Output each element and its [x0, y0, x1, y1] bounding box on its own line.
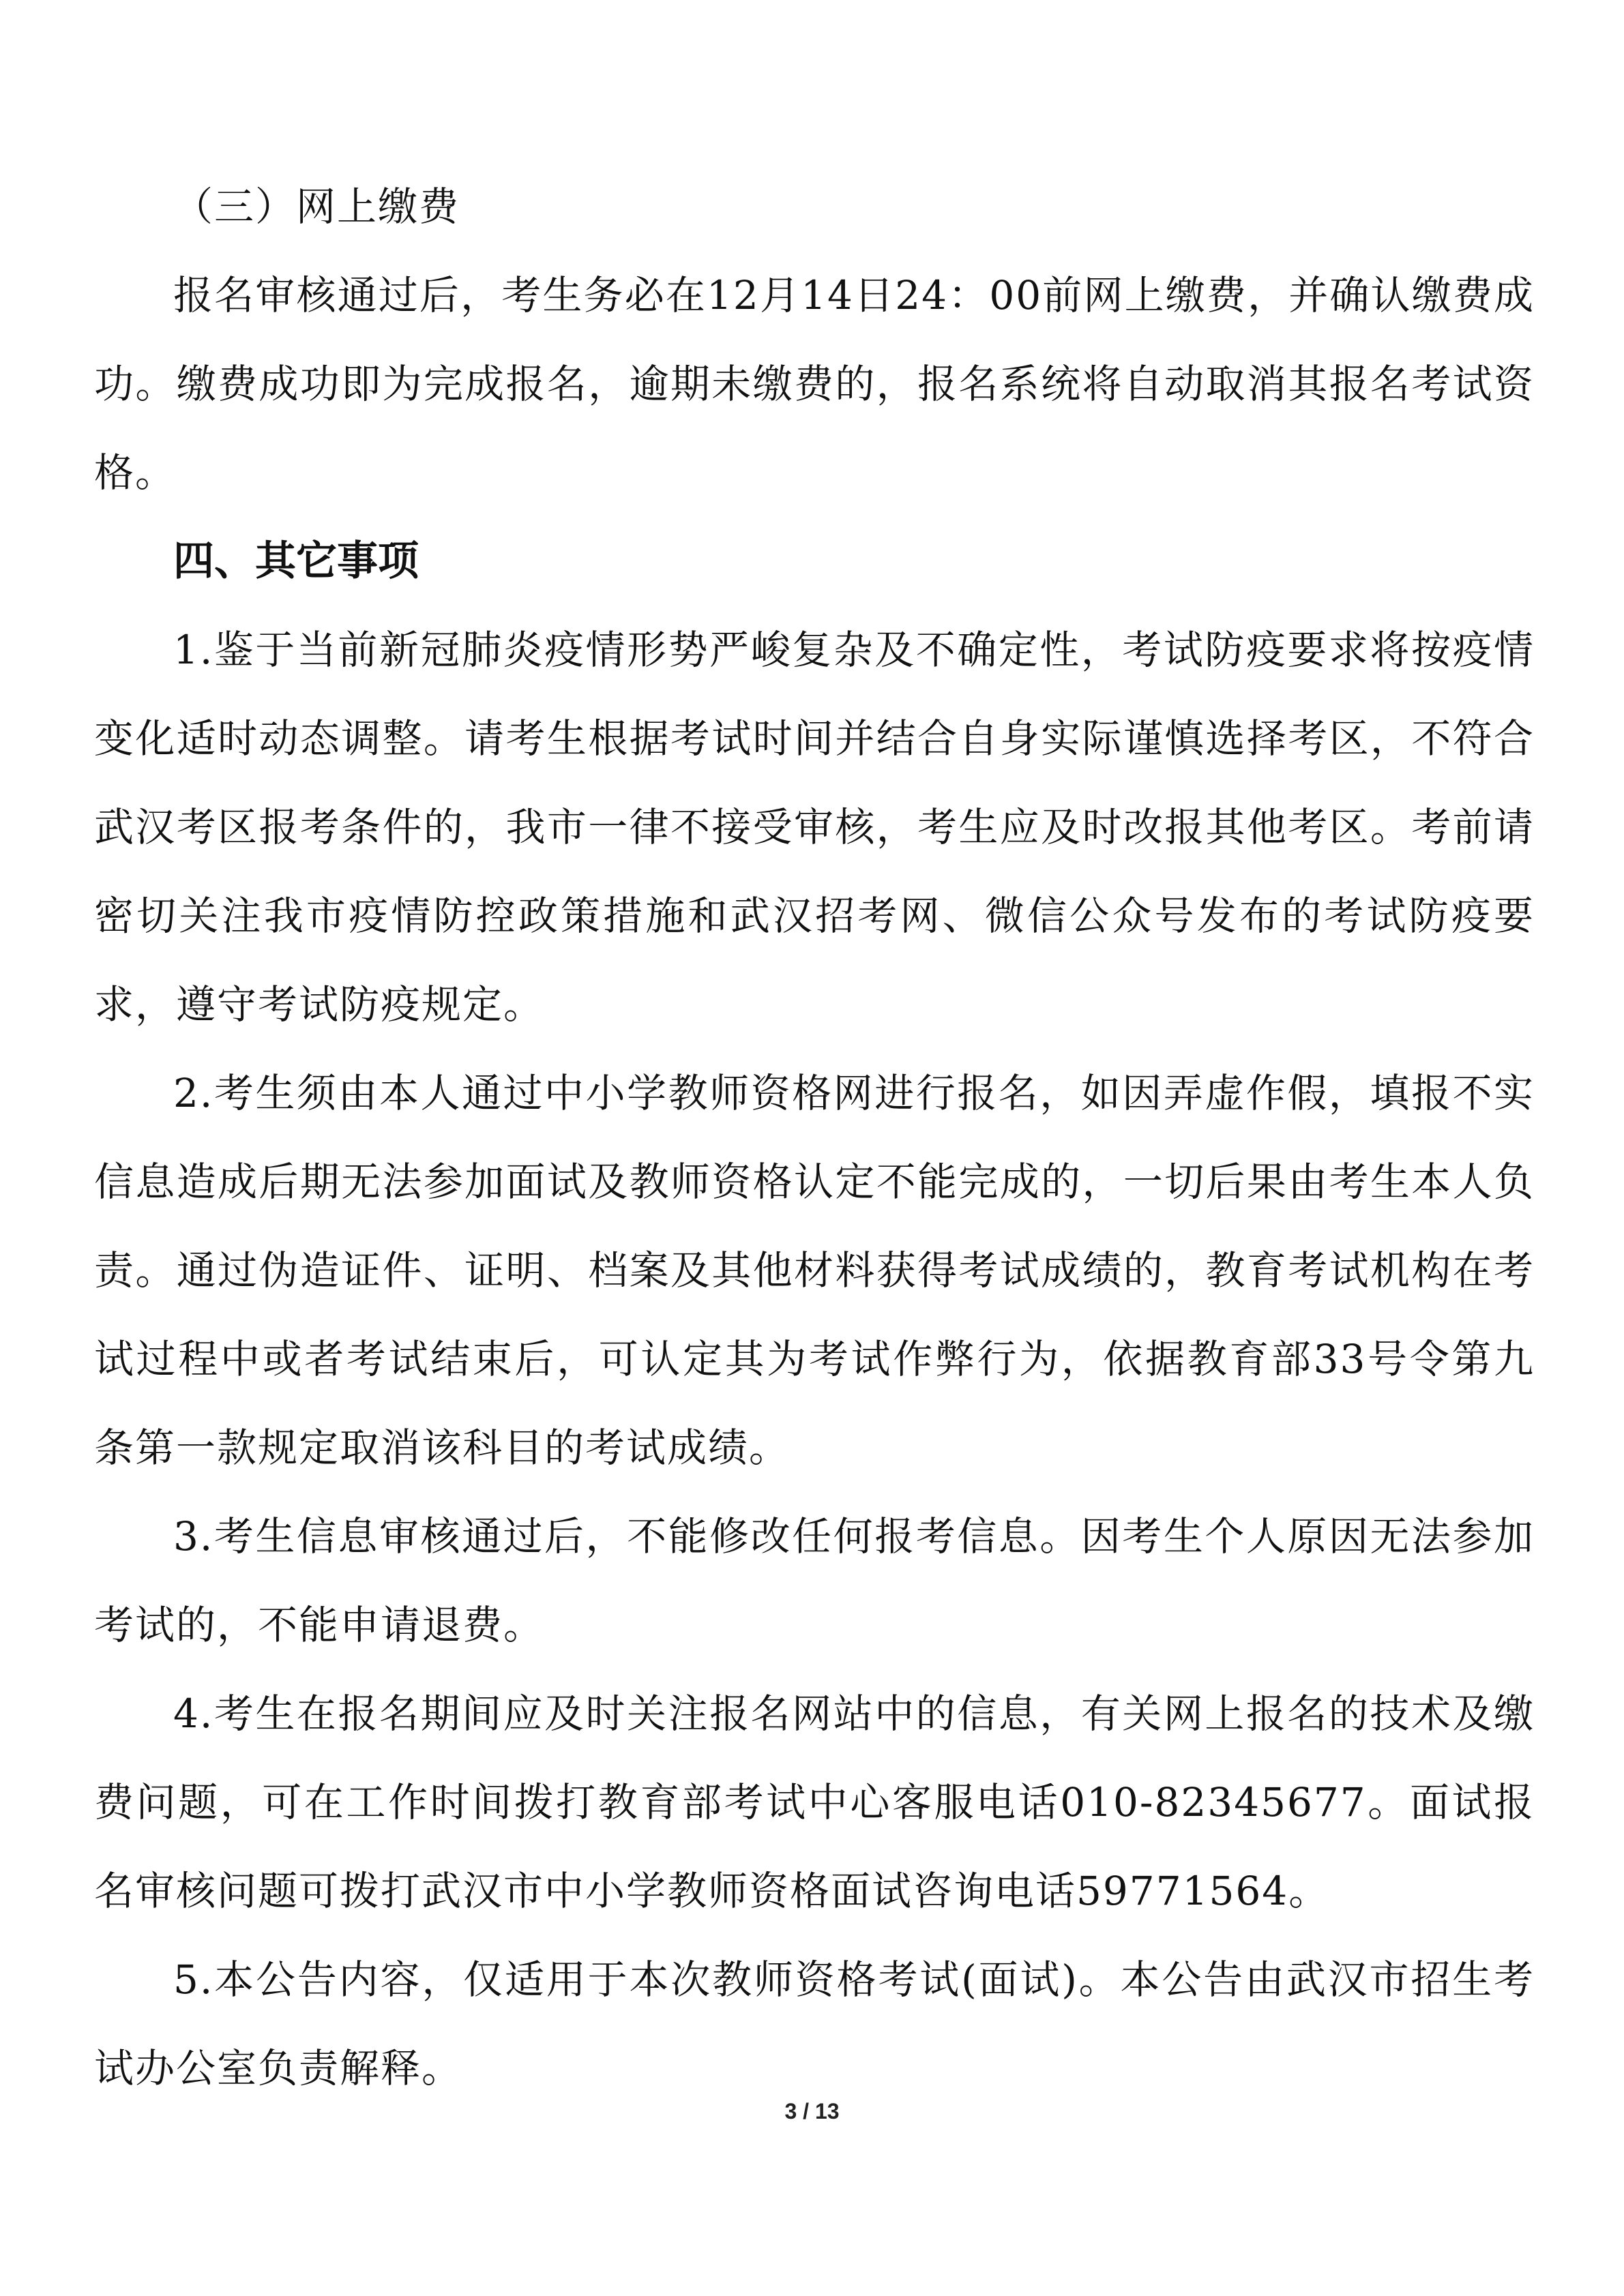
item-1-paragraph: 1.鉴于当前新冠肺炎疫情形势严峻复杂及不确定性，考试防疫要求将按疫情变化适时动态调整。请考生根据考试时间并结合自身实际谨慎选择考区，不符合武汉考区报考条件的，我市一律不接受审核，考生应及时改报其他考区。考前请密切关注我市疫情防控政策措施和武汉招考网、微信公众号发布的考试防疫要求，遵守考试防疫规定。	[94, 627, 1535, 1028]
item-3-paragraph: 3.考生信息审核通过后，不能修改任何报考信息。因考生个人原因无法参加考试的，不能申请退费。	[94, 1513, 1535, 1648]
item-2-paragraph: 2.考生须由本人通过中小学教师资格网进行报名，如因弄虚作假，填报不实信息造成后期无法参加面试及教师资格认定不能完成的，一切后果由考生本人负责。通过伪造证件、证明、档案及其他材料获得考试成绩的，教育考试机构在考试过程中或者考试结束后，可认定其为考试作弊行为，依据教育部33号令第九条第一款规定取消该科目的考试成绩。	[94, 1070, 1535, 1471]
section-four-heading: 四、其它事项	[173, 537, 419, 585]
document-body	[94, 162, 1535, 2113]
section-three-title: （三）网上缴费	[173, 183, 460, 230]
item-5-paragraph: 5.本公告内容，仅适用于本次教师资格考试(面试)。本公告由武汉市招生考试办公室负责解释。	[94, 1956, 1535, 2091]
item-4-paragraph: 4.考生在报名期间应及时关注报名网站中的信息，有关网上报名的技术及缴费问题，可在工作时间拨打教育部考试中心客服电话010-82345677。面试报名审核问题可拨打武汉市中小学教师资格面试咨询电话59771564。	[94, 1690, 1535, 1914]
section-three-paragraph: 报名审核通过后，考生务必在12月14日24：00前网上缴费，并确认缴费成功。缴费成功即为完成报名，逾期未缴费的，报名系统将自动取消其报名考试资格。	[94, 272, 1535, 496]
page-number: 3 / 13	[784, 2099, 840, 2123]
